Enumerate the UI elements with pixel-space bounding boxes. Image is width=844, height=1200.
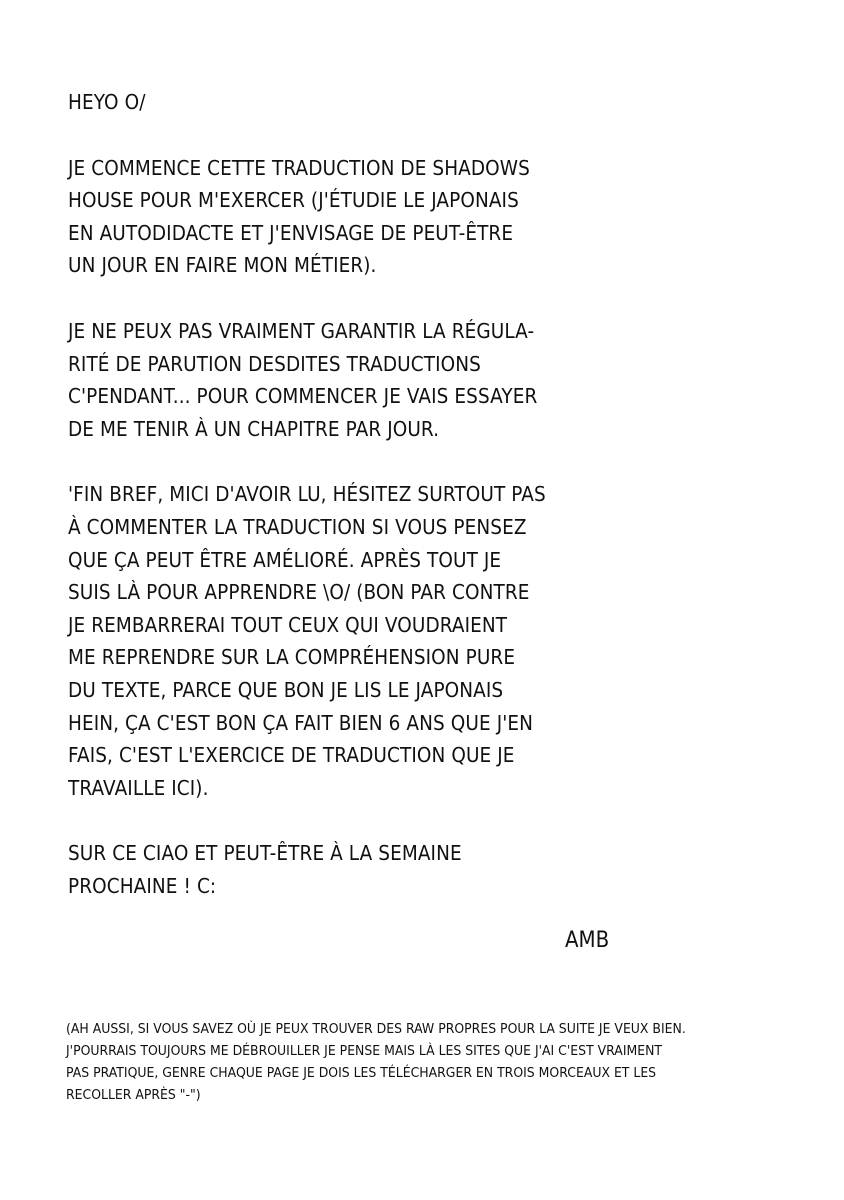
paragraph-closing: SUR CE CIAO ET PEUT-ÊTRE À LA SEMAINE PROCHAINE ! C: bbox=[68, 841, 462, 898]
paragraph-intro: JE COMMENCE CETTE TRADUCTION DE SHADOWS HOUSE POUR M'EXERCER (J'ÉTUDIE LE JAPONAIS EN AUTODIDACTE ET J'ENVISAGE DE PEUT-ÊTRE UN JOUR EN FAIRE MON MÉTIER). bbox=[68, 155, 530, 278]
footnote: (AH AUSSI, SI VOUS SAVEZ OÙ JE PEUX TROUVER DES RAW PROPRES POUR LA SUITE JE VEUX BIEN. J'POURRAIS TOUJOURS ME DÉBROUILLER JE PENSE MAIS LÀ LES SITES QUE J'AI C'EST VRAIMENT PAS PRATIQUE, GENRE CHAQUE PAGE JE DOIS LES TÉLÉCHARGER EN TROIS MORCEAUX ET LES RECOLLER APRÈS "-") bbox=[66, 1022, 686, 1103]
signature: AMB bbox=[565, 928, 610, 953]
letter-body bbox=[68, 86, 590, 902]
paragraph-schedule: JE NE PEUX PAS VRAIMENT GARANTIR LA RÉGULA- RITÉ DE PARUTION DESDITES TRADUCTIONS C'PENDANT... POUR COMMENCER JE VAIS ESSAYER DE ME TENIR À UN CHAPITRE PAR JOUR. bbox=[68, 318, 538, 441]
paragraph-feedback: 'FIN BREF, MICI D'AVOIR LU, HÉSITEZ SURTOUT PAS À COMMENTER LA TRADUCTION SI VOUS PENSEZ QUE ÇA PEUT ÊTRE AMÉLIORÉ. APRÈS TOUT JE SUIS LÀ POUR APPRENDRE \O/ (BON PAR CONTRE JE REMBARRERAI TOUT CEUX QUI VOUDRAIENT ME REPRENDRE SUR LA COMPRÉHENSION PURE DU TEXTE, PARCE QUE BON JE LIS LE JAPONAIS HEIN, ÇA C'EST BON ÇA FAIT BIEN 6 ANS QUE J'EN FAIS, C'EST L'EXERCICE DE TRADUCTION QUE JE TRAVAILLE ICI). bbox=[68, 482, 546, 800]
greeting: HEYO O/ bbox=[68, 90, 146, 114]
